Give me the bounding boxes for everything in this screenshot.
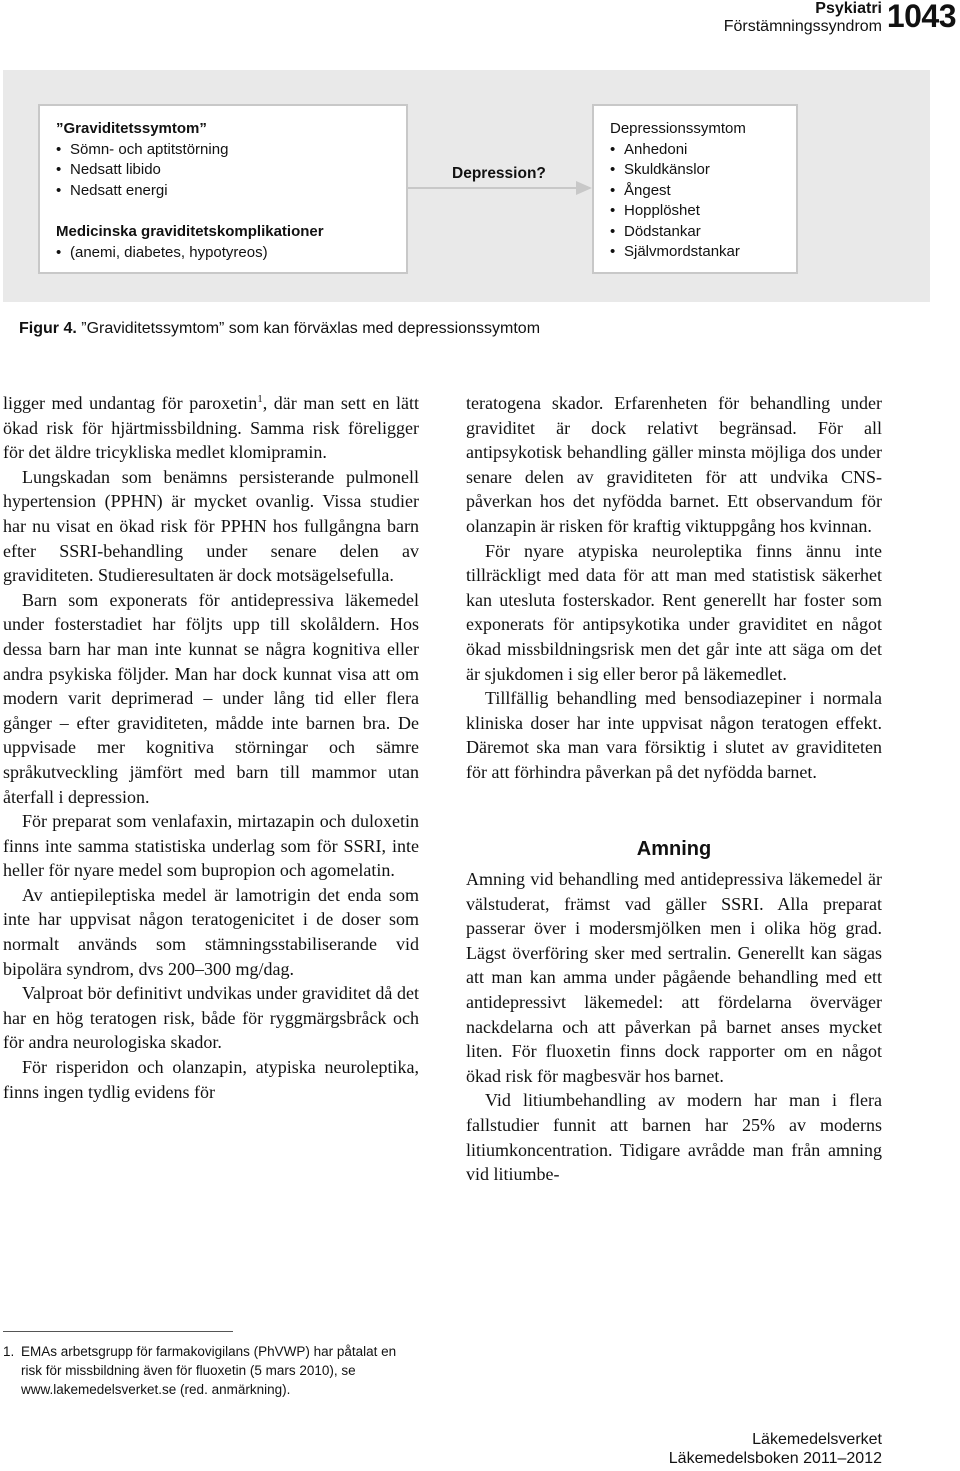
figure-caption-label: Figur 4. — [19, 320, 77, 337]
list-item: • Nedsatt energi — [56, 181, 324, 202]
paragraph: Amning vid behandling med antidepressiva läkemedel är välstuderat, främst vad gäller SSRI. Alla preparat passerar över i modersmjölken men i olika hög grad. Lägst överföring sker med sertralin. Generellt kan sägas att man kan amma under pågående behandling med ett antidepressivt läkemedel: att fördelarna överväger nackdelarna och att påverkan på barnet anses mycket liten. För fluoxetin finns dock rapporter om en något ökad risk för magbesvär hos barnet. — [466, 869, 882, 1086]
paragraph: Lungskadan som benämns persisterande pulmonell hypertension (PPHN) är mycket ovanlig. Vissa studier har nu visat en ökad risk för PPHN hos fullgångna barn efter SSRI-behandling under senare delen av graviditeten. Studieresultaten är dock motsägelsefulla. — [3, 466, 419, 586]
paragraph: teratogena skador. Erfarenheten för behandling under graviditet är dock relativt begränsad. För all antipsykotisk behandling gäller minsta möjliga dos under senare delen av graviditeten för att undvika CNS-påverkan hos det nyfödda barnet. Ett observandum för olanzapin är risken för kraftig viktuppgång hos kvinnan. — [466, 393, 882, 536]
footer-publisher: Läkemedelsverket — [752, 1431, 882, 1448]
list-item: • Anhedoni — [610, 140, 746, 161]
depression-symptoms-box — [592, 104, 798, 274]
paragraph: För preparat som venlafaxin, mirtazapin och duloxetin finns inte samma statistiska underlag som för SSRI, inte heller för nyare medel som bupropion och agomelatin. — [3, 811, 419, 881]
paragraph: Barn som exponerats för antidepressiva läkemedel under fosterstadiet har följts upp till skolåldern. Hos dessa barn har man inte kunnat se några kognitiva eller andra psykiska följder. Man har dock kunnat visa att om modern varit deprimerad – under lång tid eller flera gånger – efter graviditeten, mådde inte barnen bra. De uppvisade mer kognitiva störningar och sämre språkutveckling jämfört med barn till mammor utan återfall i depression. — [3, 589, 419, 807]
paragraph: För nyare atypiska neuroleptika finns ännu inte tillräckligt med data för att man med statistisk säkerhet kan utesluta fosterskador. Rent generellt har foster som exponerats för antipsykotika under graviditet en något ökad missbildningsrisk men det går inte att säga om det är sjukdomen i sig eller beror på läkemedlet. — [466, 540, 882, 684]
arrow-right-icon — [408, 178, 594, 198]
figure-caption-text: ”Graviditetssymtom” som kan förväxlas med depressionssymtom — [81, 320, 541, 337]
paragraph-text: , där man sett en lätt ökad risk för hjärtmissbildning. Samma risk föreligger för det äldre tricykliska medlet klomipramin. — [3, 393, 420, 463]
medical-complications-list — [56, 243, 324, 264]
footnote-ref: 1 — [257, 393, 263, 405]
section-heading: Amning — [636, 837, 712, 860]
list-item: • Sömn- och aptitstörning — [56, 140, 324, 161]
paragraph: Valproat bör definitivt undvikas under graviditet då det har en hög teratogen risk, både för ryggmärgsbråck och för andra neurologiska skador. — [3, 983, 419, 1053]
depression-symptoms-list — [610, 140, 746, 263]
paragraph: För risperidon och olanzapin, atypiska neuroleptika, finns ingen tydlig evidens för — [3, 1057, 419, 1102]
depression-symptoms-title: Depressionssymtom — [610, 120, 746, 137]
running-head-section: Psykiatri — [815, 0, 882, 17]
list-item: • Dödstankar — [610, 222, 746, 243]
footer-book-title: Läkemedelsboken 2011–2012 — [668, 1450, 882, 1467]
list-item: • (anemi, diabetes, hypotyreos) — [56, 243, 324, 264]
list-item: • Ångest — [610, 181, 746, 202]
paragraph: Tillfällig behandling med bensodiazepiner i normala kliniska doser har inte uppvisat någon teratogen effekt. Däremot ska man vara försiktig i slutet av graviditeten för att förhindra påverkan på det nyfödda barnet. — [466, 688, 882, 782]
paragraph: Av antiepileptiska medel är lamotrigin det enda som inte har uppvisat någon teratogenicitet i de doser som normalt används som stämningsstabiliserande vid bipolära syndrom, dvs 200–300 mg/dag. — [3, 884, 419, 979]
body-column-right — [466, 391, 882, 1187]
footnote — [3, 1342, 419, 1399]
footnote-divider — [3, 1331, 233, 1332]
figure-caption — [19, 320, 540, 338]
list-item: • Självmordstankar — [610, 242, 746, 263]
running-head-chapter: Förstämningssyndrom — [723, 18, 882, 35]
list-item: • Hopplöshet — [610, 201, 746, 222]
pregnancy-symptoms-list — [56, 140, 324, 202]
pregnancy-symptoms-box — [38, 104, 408, 274]
page-number: 1043 — [886, 0, 956, 34]
list-item: • Nedsatt libido — [56, 160, 324, 181]
list-item: • Skuldkänslor — [610, 160, 746, 181]
arrow-label: Depression? — [452, 165, 546, 182]
paragraph-text: ligger med undantag för paroxetin — [3, 393, 258, 413]
footnote-text: EMAs arbetsgrupp för farmakovigilans (PhVWP) har påtalat en risk för missbildning även för fluoxetin (5 mars 2010), se www.lakemedelsverket.se (red. anmärkning). — [21, 1344, 397, 1397]
medical-complications-title: Medicinska graviditetskomplikationer — [56, 223, 324, 240]
footnote-number: 1. — [3, 1344, 15, 1359]
paragraph: Vid litiumbehandling av modern har man i flera fallstudier funnit att barnen har 25% av moderns litiumkoncentration. Tidigare avrådde man från amning vid litiumbe- — [466, 1090, 882, 1185]
pregnancy-symptoms-title: ”Graviditetssymtom” — [56, 120, 207, 137]
body-column-left — [3, 391, 419, 1104]
paragraph — [3, 391, 419, 465]
